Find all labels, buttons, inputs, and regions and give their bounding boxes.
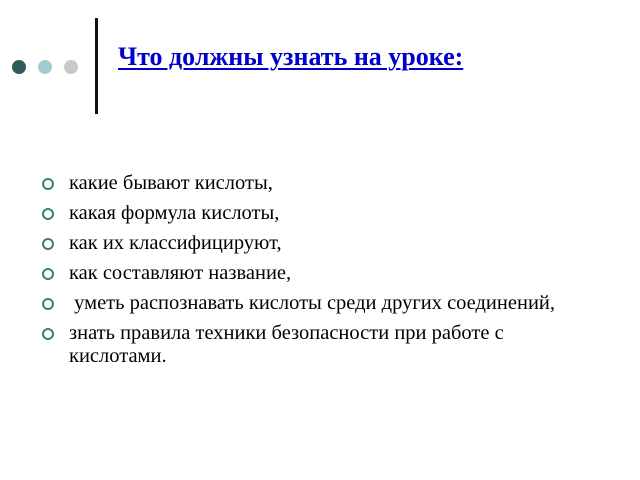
bullet-text: знать правила техники безопасности при работе с кислотами. [69,322,504,367]
bullet-text: какая формула кислоты, [69,202,280,224]
bullet-item [42,322,602,368]
bullet-item [42,292,602,315]
bullet-text: какие бывают кислоты, [69,172,273,194]
ring-bullet-icon [42,238,54,250]
decorative-dots [12,60,92,76]
light-teal-dot-icon [38,60,52,74]
bullet-text: как их классифицируют, [69,232,282,254]
bullet-item [42,202,602,225]
bullet-item [42,262,602,285]
ring-bullet-icon [42,268,54,280]
ring-bullet-icon [42,328,54,340]
bullet-list [42,172,602,375]
bullet-item [42,232,602,255]
ring-bullet-icon [42,208,54,220]
slide-title: Что должны узнать на уроке: [118,42,464,71]
bullet-text: как составляют название, [69,262,292,284]
gray-dot-icon [64,60,78,74]
ring-bullet-icon [42,298,54,310]
bullet-text: уметь распознавать кислоты среди других соединений, [69,292,556,314]
ring-bullet-icon [42,178,54,190]
bullet-item [42,172,602,195]
dark-dot-icon [12,60,26,74]
vertical-divider [95,18,98,114]
